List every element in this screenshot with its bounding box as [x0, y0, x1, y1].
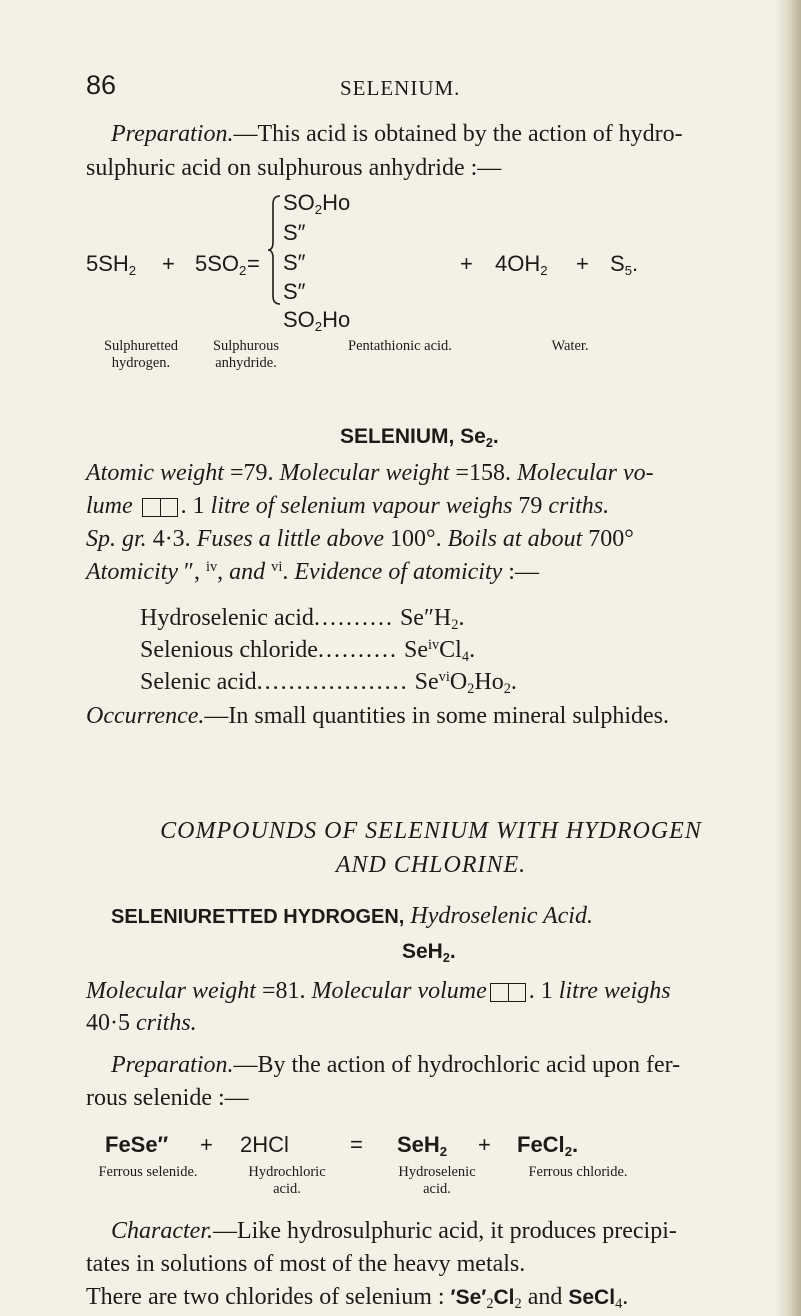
eq1-lhs1: $5SH_2$: [86, 251, 137, 278]
eq2-caption-3: Hydroselenic acid.: [398, 1164, 476, 1197]
eq1-product-line-4: S″: [283, 279, 306, 304]
page-number: 86: [86, 70, 117, 100]
eq2-plus2: +: [478, 1132, 491, 1157]
evidence-row-1: Hydroselenic acid.......... $Se''H_2$.: [140, 605, 465, 633]
eq1-caption-1: Sulphuretted hydrogen.: [103, 338, 179, 371]
eq2-term-3: SeH$_2$: [397, 1132, 448, 1159]
eq2-term-2: 2HCl: [240, 1132, 289, 1157]
eq1-lhs2: $5SO_2$: [195, 251, 247, 278]
eq2-term-1: FeSe″: [105, 1132, 169, 1157]
seh2-prep-line-2: rous selenide :—: [86, 1085, 249, 1111]
eq1-plus3: +: [576, 251, 589, 276]
compounds-heading-2: AND CHLORINE.: [335, 852, 527, 878]
eq1-product-line-3: S″: [283, 250, 306, 275]
running-head: SELENIUM.: [340, 76, 461, 100]
molecular-volume-icon: [142, 498, 178, 517]
eq1-equals: =: [247, 251, 260, 276]
eq1-caption-3: Pentathionic acid.: [348, 338, 452, 354]
eq1-brace: [268, 194, 278, 306]
selenium-line-1: Atomic weight =79. Molecular weight =158. Molecular vo-: [86, 460, 654, 486]
eq2-equals: =: [350, 1132, 363, 1157]
selenium-heading: SELENIUM, $Se_2$.: [340, 425, 499, 450]
evidence-row-2: Selenious chloride.......... $Se^{iv}Cl_4$.: [140, 637, 476, 665]
character-line-2: tates in solutions of most of the heavy metals.: [86, 1251, 526, 1277]
character-line-1: Character.—Like hydrosulphuric acid, it produces precipi-: [111, 1218, 677, 1244]
eq2-caption-1: Ferrous selenide.: [98, 1164, 198, 1180]
page-edge-shadow: [775, 0, 801, 1316]
eq2-caption-2: Hydrochloric acid.: [248, 1164, 326, 1197]
eq1-plus1: +: [162, 251, 175, 276]
eq1-plus2: +: [460, 251, 473, 276]
selenium-line-3: Sp. gr. 4·3. Fuses a little above 100°. Boils at about 700°: [86, 526, 634, 552]
eq1-caption-2: Sulphurous anhydride.: [212, 338, 280, 371]
selenium-line-2: lume . 1 litre of selenium vapour weighs 79 criths.: [86, 493, 610, 519]
seh2-line-2: 40·5 criths.: [86, 1010, 197, 1036]
seh2-formula: SeH$_2$.: [402, 940, 456, 965]
eq1-product-line-2: S″: [283, 220, 306, 245]
prep-line-2: sulphuric acid on sulphurous anhydride :—: [86, 155, 502, 181]
molecular-volume-icon: [490, 983, 526, 1002]
eq1-caption-4: Water.: [551, 338, 589, 354]
character-line-3: There are two chlorides of selenium : $'Se'_2Cl_2$ and SeCl$_4$.: [86, 1284, 629, 1312]
eq2-term-4: FeCl$_2$.: [517, 1132, 579, 1159]
prep-line-1: Preparation.—This acid is obtained by the action of hydro-: [111, 121, 683, 147]
occurrence-line: Occurrence.—In small quantities in some mineral sulphides.: [86, 703, 669, 729]
compounds-heading-1: COMPOUNDS OF SELENIUM WITH HYDROGEN: [160, 818, 702, 844]
eq1-sulphur: $S_5$.: [610, 251, 639, 278]
selenium-line-4: Atomicity ″, $^{iv}$, and $^{vi}$. Evidence of atomicity :—: [86, 559, 539, 585]
eq1-water: $4OH_2$: [495, 251, 548, 278]
seh2-title: SELENIURETTED HYDROGEN, Hydroselenic Acid.: [111, 903, 593, 929]
seh2-line-1: Molecular weight =81. Molecular volume . 1 litre weighs: [86, 978, 671, 1004]
eq1-product-line-1: $SO_2Ho$: [283, 190, 351, 217]
evidence-row-3: Selenic acid................... $Se^{vi}O_2Ho_2$.: [140, 669, 517, 697]
eq2-caption-4: Ferrous chloride.: [528, 1164, 628, 1180]
prep-label: Preparation.: [111, 121, 234, 147]
eq2-plus1: +: [200, 1132, 213, 1157]
eq1-product-line-5: $SO_2Ho$: [283, 307, 351, 334]
seh2-prep-line-1: Preparation.—By the action of hydrochloric acid upon fer-: [111, 1052, 681, 1078]
